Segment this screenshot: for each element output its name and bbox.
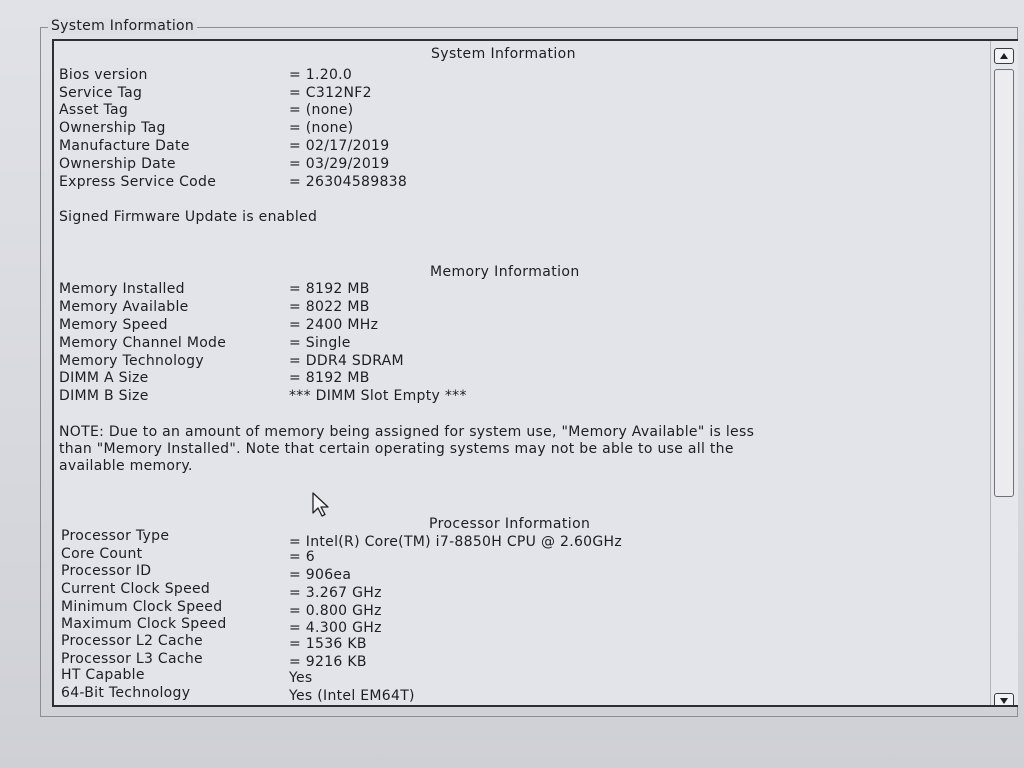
memory-note-line: than "Memory Installed". Note that certain operating systems may not be able to use all the	[59, 441, 734, 457]
scroll-down-button[interactable]	[994, 693, 1014, 707]
groupbox-title: System Information	[48, 18, 197, 34]
row-value: = 2400 MHz	[289, 317, 379, 333]
row-label: HT Capable	[61, 667, 145, 683]
row-label: Current Clock Speed	[61, 581, 211, 597]
row-label: Bios version	[59, 67, 148, 83]
row-label: Maximum Clock Speed	[61, 616, 227, 632]
row-value: *** DIMM Slot Empty ***	[289, 388, 467, 404]
row-value: = (none)	[289, 120, 354, 136]
row-value: = 3.267 GHz	[289, 585, 382, 601]
row-value: = 03/29/2019	[289, 156, 390, 172]
row-label: Memory Technology	[59, 353, 204, 369]
row-value: = 1.20.0	[289, 67, 353, 83]
row-value: = 8022 MB	[289, 299, 370, 315]
info-content	[54, 41, 992, 707]
row-label: Minimum Clock Speed	[61, 599, 223, 615]
vertical-scrollbar[interactable]	[990, 41, 1018, 707]
row-label: Processor L3 Cache	[61, 651, 203, 667]
triangle-up-icon	[1000, 53, 1008, 59]
row-value: = (none)	[289, 102, 354, 118]
row-label: Memory Installed	[59, 281, 185, 297]
row-label: Processor ID	[61, 563, 152, 579]
info-panel	[52, 39, 1018, 707]
row-value: = Intel(R) Core(TM) i7-8850H CPU @ 2.60GHz	[289, 534, 622, 550]
row-value: = DDR4 SDRAM	[289, 353, 404, 369]
memory-section-title: Memory Information	[430, 264, 580, 280]
row-label: 64-Bit Technology	[61, 685, 191, 701]
row-value: = C312NF2	[289, 85, 372, 101]
row-label: Processor L2 Cache	[61, 633, 203, 649]
row-label: Processor Type	[61, 528, 170, 544]
firmware-update-note: Signed Firmware Update is enabled	[59, 209, 318, 225]
row-label: Ownership Tag	[59, 120, 166, 136]
row-label: DIMM B Size	[59, 388, 149, 404]
row-value: = 26304589838	[289, 174, 408, 190]
processor-section-title: Processor Information	[429, 516, 591, 532]
system-section-title: System Information	[431, 46, 576, 62]
row-value: = 8192 MB	[289, 370, 370, 386]
row-value: = 0.800 GHz	[289, 603, 382, 619]
row-label: Express Service Code	[59, 174, 217, 190]
row-value: Yes (Intel EM64T)	[289, 688, 415, 704]
memory-note-line: NOTE: Due to an amount of memory being assigned for system use, "Memory Available" is less	[59, 424, 755, 440]
row-label: Manufacture Date	[59, 138, 190, 154]
row-value: = 9216 KB	[289, 654, 367, 670]
scroll-up-button[interactable]	[994, 48, 1014, 64]
triangle-down-icon	[1000, 698, 1008, 704]
row-value: = 4.300 GHz	[289, 620, 382, 636]
row-label: Memory Channel Mode	[59, 335, 227, 351]
row-value: Yes	[289, 670, 313, 686]
mouse-pointer-icon	[311, 492, 333, 518]
row-value: = Single	[289, 335, 351, 351]
memory-note-line: available memory.	[59, 458, 193, 474]
row-label: Memory Available	[59, 299, 189, 315]
row-value: = 1536 KB	[289, 636, 367, 652]
row-value: = 8192 MB	[289, 281, 370, 297]
row-label: Memory Speed	[59, 317, 168, 333]
row-label: Core Count	[61, 546, 143, 562]
row-label: Asset Tag	[59, 102, 129, 118]
row-label: Service Tag	[59, 85, 143, 101]
memory-note	[59, 424, 859, 475]
row-value: = 6	[289, 549, 315, 565]
row-value: = 02/17/2019	[289, 138, 390, 154]
scrollbar-thumb[interactable]	[994, 69, 1014, 497]
row-label: Ownership Date	[59, 156, 176, 172]
row-value: = 906ea	[289, 567, 352, 583]
row-label: DIMM A Size	[59, 370, 149, 386]
